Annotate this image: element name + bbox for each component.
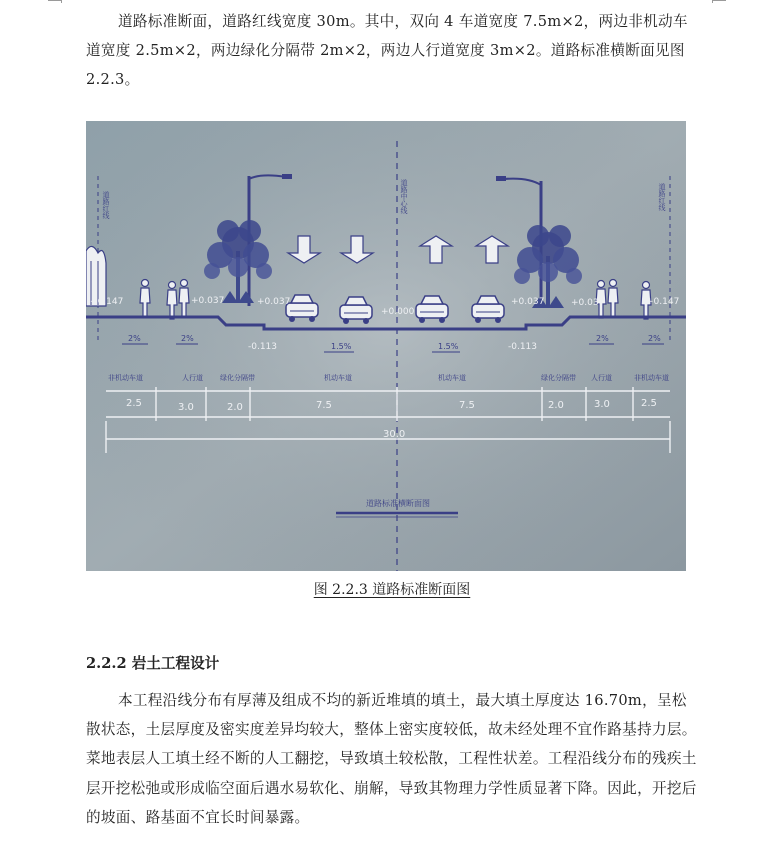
width-5: 7.5 [459,400,475,411]
section-heading: 2.2.2 岩土工程设计 [86,655,220,672]
width-6: 2.0 [548,400,564,411]
lane-label-2: 人行道 [182,374,203,382]
slope-4: 1.5% [438,342,459,351]
width-4: 7.5 [316,400,332,411]
slope-2: 2% [181,334,194,343]
cross-section-drawing [86,121,686,571]
elev-7: +0.147 [646,297,680,307]
slope-6: 2% [648,334,661,343]
lane-label-8: 非机动车道 [634,374,669,382]
lane-label-4: 机动车道 [324,374,352,382]
road-cross-section-photo [86,121,686,571]
width-7: 3.0 [594,399,610,410]
figure-caption: 图 2.2.3 道路标准断面图 [313,582,471,598]
width-2: 3.0 [178,402,194,413]
label-red-line-left: 道路红线 [102,191,110,219]
elev-4: +0.000 [381,307,415,317]
slope-1: 2% [128,334,141,343]
lane-label-6: 绿化分隔带 [541,374,576,382]
paragraph-road-section: 道路标准断面，道路红线宽度 30m。其中，双向 4 车道宽度 7.5m×2，两边非机动车道宽度 2.5m×2，两边绿化分隔带 2m×2，两边人行道宽度 3m×2。道路标准横断面见图 2.2.3。 [86,13,688,88]
lane-label-3: 绿化分隔带 [220,374,255,382]
elev-8: -0.113 [248,342,278,352]
lane-label-7: 人行道 [591,374,612,382]
paragraph-geotechnical: 本工程沿线分布有厚薄及组成不均的新近堆填的填土，最大填土厚度达 16.70m，呈松散状态，土层厚度及密实度差异均较大，整体上密实度较低，故未经处理不宜作路基持力层。菜地表层人工填土经不断的人工翻挖，导致填土较松散，工程性状差。工程沿线分布的残疾土层开挖松弛或形成临空面后遇水易软化、崩解，导致其物理力学性质显著下降。因此，开挖后的坡面、路基面不宜长时间暴露。 [86,692,697,826]
lane-label-5: 机动车道 [438,374,466,382]
slope-5: 2% [596,334,609,343]
elev-2: +0.037 [191,296,225,306]
slope-3: 1.5% [331,342,352,351]
drawing-title: 道路标准横断面图 [366,499,430,508]
elev-1: +0.147 [90,297,124,307]
width-8: 2.5 [641,398,657,409]
label-red-line-right: 道路红线 [658,183,666,211]
total-width: 30.0 [383,429,406,440]
label-centerline: 道路中心线 [400,179,408,214]
margin-mark-left [48,0,62,4]
width-3: 2.0 [227,402,243,413]
elev-3: +0.037 [257,297,291,307]
lane-label-1: 非机动车道 [108,374,143,382]
margin-mark-right [712,0,726,4]
elev-6: +0.037 [571,298,605,308]
width-1: 2.5 [126,398,142,409]
elev-5: +0.037 [511,297,545,307]
elev-9: -0.113 [508,342,538,352]
